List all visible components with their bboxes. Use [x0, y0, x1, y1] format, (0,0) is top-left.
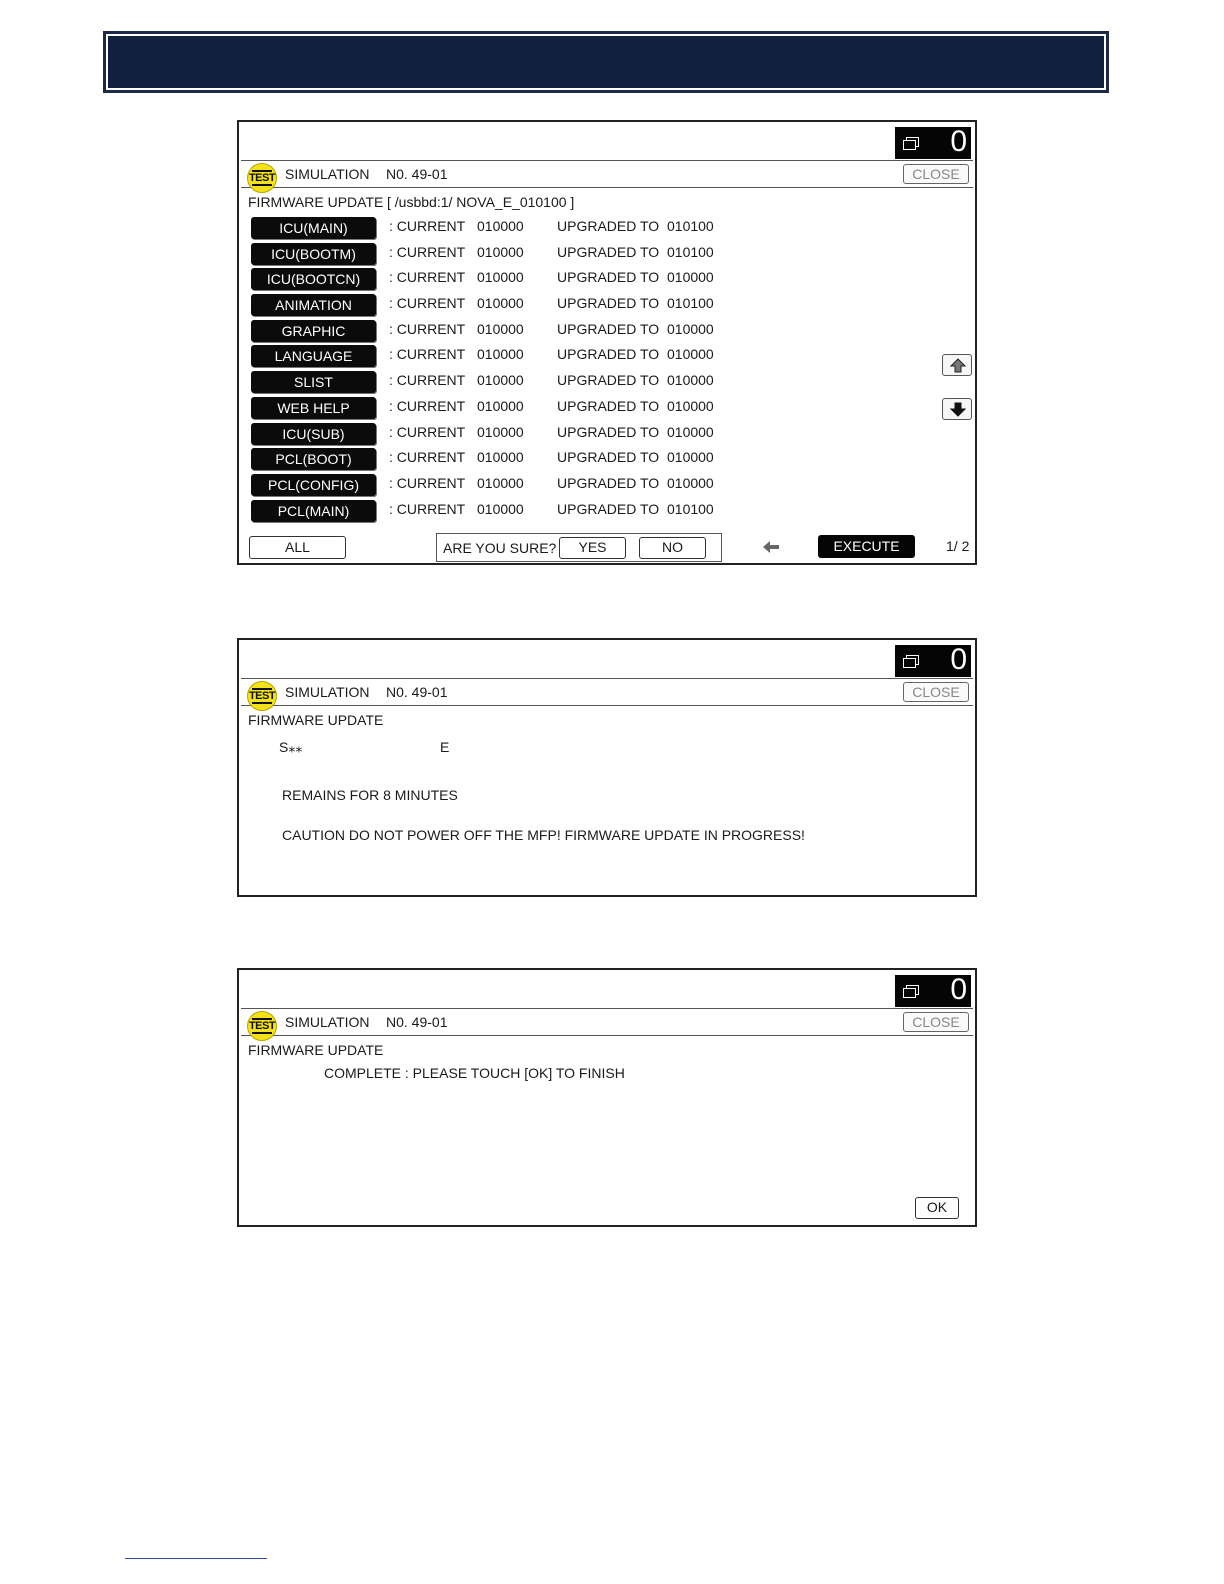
copy-icon — [903, 655, 917, 666]
confirm-box — [436, 533, 722, 562]
current-label: : CURRENT — [389, 474, 466, 491]
current-version: 010000 — [477, 269, 524, 286]
current-version: 010000 — [477, 346, 524, 363]
current-version: 010000 — [477, 423, 524, 440]
current-label: : CURRENT — [389, 346, 466, 363]
upgraded-version: 010000 — [667, 397, 714, 414]
yes-button[interactable]: YES — [559, 537, 626, 559]
upgraded-version: 010100 — [667, 243, 714, 260]
no-button[interactable]: NO — [639, 537, 706, 559]
current-version: 010000 — [477, 449, 524, 466]
footer-link-underline — [125, 1558, 267, 1559]
firmware-module-list — [251, 216, 811, 524]
upgraded-version: 010000 — [667, 449, 714, 466]
firmware-row — [251, 396, 811, 422]
upgraded-version: 010100 — [667, 218, 714, 234]
header-banner-fill — [108, 36, 1104, 88]
copy-counter — [895, 645, 971, 677]
upgraded-label: UPGRADED TO — [557, 449, 660, 466]
firmware-row — [251, 216, 811, 242]
firmware-row — [251, 344, 811, 370]
firmware-row — [251, 319, 811, 345]
firmware-path: [ /usbbd:1/ NOVA_E_010100 ] — [387, 194, 575, 210]
test-badge-label: TEST — [248, 172, 276, 184]
module-button[interactable]: ICU(SUB) — [251, 423, 376, 445]
firmware-row — [251, 293, 811, 319]
page-indicator: 1/ 2 — [946, 538, 970, 554]
confirm-question: ARE YOU SURE? — [443, 540, 557, 556]
upgraded-version: 010000 — [667, 320, 714, 337]
simulation-title-bar — [241, 160, 973, 188]
copy-icon — [903, 137, 917, 148]
module-button[interactable]: GRAPHIC — [251, 320, 376, 342]
firmware-row — [251, 447, 811, 473]
simulation-title-bar — [241, 678, 973, 706]
progress-start-marker: S⁎⁎ — [279, 739, 303, 755]
current-label: : CURRENT — [389, 397, 466, 414]
copy-counter — [895, 127, 971, 159]
firmware-row — [251, 422, 811, 448]
upgraded-version: 010000 — [667, 474, 714, 491]
test-mode-icon — [247, 681, 277, 711]
current-version: 010000 — [477, 397, 524, 414]
current-label: : CURRENT — [389, 218, 466, 234]
test-badge-label: TEST — [248, 690, 276, 702]
current-version: 010000 — [477, 243, 524, 260]
close-button[interactable]: CLOSE — [903, 682, 969, 702]
upgraded-version: 010100 — [667, 295, 714, 312]
simulation-label: SIMULATION — [285, 1014, 370, 1030]
copy-icon — [903, 985, 917, 996]
page-title: FIRMWARE UPDATE — [248, 1042, 384, 1058]
copy-count: 0 — [950, 125, 967, 158]
test-badge-label: TEST — [248, 1020, 276, 1032]
close-button[interactable]: CLOSE — [903, 1012, 969, 1032]
page-title: FIRMWARE UPDATE — [248, 712, 384, 728]
caution-message: CAUTION DO NOT POWER OFF THE MFP! FIRMWARE UPDATE IN PROGRESS! — [282, 827, 805, 843]
module-button[interactable]: PCL(CONFIG) — [251, 474, 376, 496]
current-label: : CURRENT — [389, 295, 466, 312]
current-version: 010000 — [477, 218, 524, 234]
upgraded-label: UPGRADED TO — [557, 269, 660, 286]
test-mode-icon — [247, 1011, 277, 1041]
current-label: : CURRENT — [389, 372, 466, 389]
copy-count: 0 — [950, 973, 967, 1006]
header-banner — [103, 31, 1109, 93]
module-button[interactable]: PCL(BOOT) — [251, 448, 376, 470]
upgraded-version: 010000 — [667, 269, 714, 286]
firmware-row — [251, 267, 811, 293]
module-button[interactable]: PCL(MAIN) — [251, 500, 376, 522]
upgraded-version: 010100 — [667, 500, 714, 517]
select-all-button[interactable]: ALL — [249, 536, 346, 559]
simulation-number: N0. 49-01 — [386, 684, 448, 700]
module-button[interactable]: ICU(BOOTM) — [251, 243, 376, 265]
upgraded-label: UPGRADED TO — [557, 372, 660, 389]
current-version: 010000 — [477, 320, 524, 337]
current-version: 010000 — [477, 372, 524, 389]
simulation-number: N0. 49-01 — [386, 1014, 448, 1030]
firmware-row — [251, 499, 811, 525]
ok-button[interactable]: OK — [915, 1197, 959, 1219]
execute-button[interactable]: EXECUTE — [818, 535, 915, 558]
back-arrow-icon[interactable] — [762, 540, 780, 554]
upgraded-label: UPGRADED TO — [557, 423, 660, 440]
current-version: 010000 — [477, 474, 524, 491]
firmware-row — [251, 370, 811, 396]
progress-end-marker: E — [440, 739, 450, 755]
upgraded-label: UPGRADED TO — [557, 218, 660, 234]
upgraded-label: UPGRADED TO — [557, 474, 660, 491]
simulation-label: SIMULATION — [285, 166, 370, 182]
upgraded-label: UPGRADED TO — [557, 500, 660, 517]
page-title: FIRMWARE UPDATE — [248, 194, 384, 210]
firmware-progress-screen — [237, 638, 977, 897]
upgraded-label: UPGRADED TO — [557, 346, 660, 363]
firmware-row — [251, 242, 811, 268]
close-button[interactable]: CLOSE — [903, 164, 969, 184]
remaining-time: REMAINS FOR 8 MINUTES — [282, 787, 458, 803]
current-label: : CURRENT — [389, 269, 466, 286]
upgraded-version: 010000 — [667, 346, 714, 363]
upgraded-label: UPGRADED TO — [557, 243, 660, 260]
current-version: 010000 — [477, 500, 524, 517]
module-button[interactable]: LANGUAGE — [251, 345, 376, 367]
current-label: : CURRENT — [389, 500, 466, 517]
arrow-up-icon — [950, 358, 966, 373]
simulation-label: SIMULATION — [285, 684, 370, 700]
firmware-complete-screen — [237, 968, 977, 1227]
firmware-row — [251, 473, 811, 499]
upgraded-version: 010000 — [667, 372, 714, 389]
scroll-up-button[interactable] — [942, 354, 972, 376]
upgraded-label: UPGRADED TO — [557, 397, 660, 414]
module-button[interactable]: ICU(MAIN) — [251, 217, 376, 239]
current-label: : CURRENT — [389, 423, 466, 440]
copy-count: 0 — [950, 643, 967, 676]
module-button[interactable]: WEB HELP — [251, 397, 376, 419]
test-mode-icon — [247, 163, 277, 193]
simulation-title-bar — [241, 1008, 973, 1036]
upgraded-version: 010000 — [667, 423, 714, 440]
complete-message: COMPLETE : PLEASE TOUCH [OK] TO FINISH — [324, 1065, 625, 1081]
scroll-down-button[interactable] — [942, 398, 972, 420]
module-button[interactable]: ANIMATION — [251, 294, 376, 316]
upgraded-label: UPGRADED TO — [557, 320, 660, 337]
module-button[interactable]: ICU(BOOTCN) — [251, 268, 376, 290]
current-version: 010000 — [477, 295, 524, 312]
current-label: : CURRENT — [389, 449, 466, 466]
current-label: : CURRENT — [389, 320, 466, 337]
current-label: : CURRENT — [389, 243, 466, 260]
copy-counter — [895, 975, 971, 1007]
upgraded-label: UPGRADED TO — [557, 295, 660, 312]
module-button[interactable]: SLIST — [251, 371, 376, 393]
firmware-select-screen — [237, 120, 977, 565]
arrow-down-icon — [950, 402, 966, 417]
simulation-number: N0. 49-01 — [386, 166, 448, 182]
